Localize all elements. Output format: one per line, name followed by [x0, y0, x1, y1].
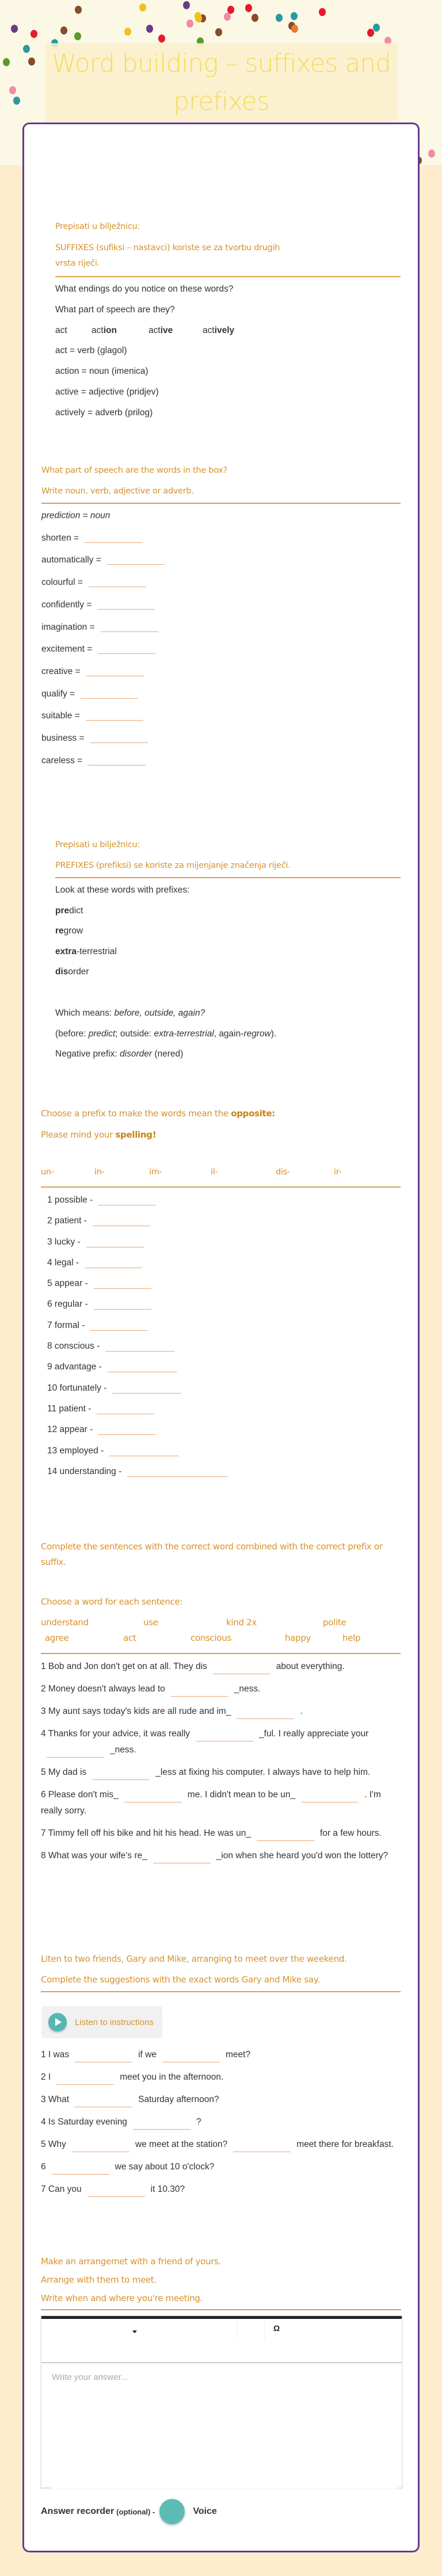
sentence — [41, 2047, 403, 2063]
word-ending: ive — [160, 325, 173, 335]
opposite-item-word: 7 formal - — [47, 1320, 85, 1330]
recorder-optional: (optional) - — [116, 2507, 155, 2516]
opposite-item — [47, 1315, 442, 1336]
answer-part: extra-terrestrial — [154, 1028, 214, 1039]
sentence-text: 3 What — [41, 2095, 70, 2104]
sentence — [41, 1764, 403, 1781]
divider — [55, 276, 401, 277]
opposite-item — [47, 1441, 442, 1461]
polka-dot — [186, 20, 193, 28]
prefix: extra — [55, 946, 77, 956]
answer-blank-input[interactable] — [97, 599, 155, 610]
prefix: pre — [55, 905, 70, 916]
opposite-item — [47, 1211, 442, 1231]
answer-blank-input[interactable] — [107, 554, 165, 565]
prefix-example — [55, 921, 442, 941]
opposite-item — [47, 1273, 442, 1294]
choose-word-heading: Choose a word for each sentence: — [41, 1597, 183, 1607]
pos-item — [41, 750, 442, 772]
answer-blank-input[interactable] — [301, 1792, 359, 1802]
opposite-item — [47, 1190, 442, 1211]
word-ending: ively — [214, 325, 235, 335]
answer-blank-input[interactable] — [87, 2186, 145, 2197]
example-line: prediction = noun — [41, 511, 110, 520]
prefix-meanings-line — [55, 1024, 442, 1044]
answer-blank-input[interactable] — [86, 665, 144, 676]
writing-heading — [41, 2252, 442, 2307]
opposite-item-word: 10 fortunately - — [47, 1383, 107, 1393]
sentence-text: . I'm really sorry. — [41, 1790, 381, 1816]
sentence — [41, 2137, 403, 2153]
negative-prefix-line — [55, 1044, 442, 1065]
heading-text: Please mind your — [41, 1130, 113, 1140]
sentence-text: we say about 10 o'clock? — [115, 2162, 215, 2172]
prefix: dis — [55, 967, 68, 977]
which-means-line — [55, 1003, 442, 1024]
divider — [41, 1653, 401, 1654]
answer-blank-input[interactable] — [127, 1466, 228, 1477]
answer-blank-input[interactable] — [98, 1195, 156, 1205]
word-rest: order — [68, 967, 89, 977]
heading-opposite — [41, 1103, 442, 1124]
opposite-item-word: 11 patient - — [47, 1403, 92, 1414]
polka-dot — [291, 12, 298, 20]
prefix-example — [55, 901, 442, 921]
prefix-options — [41, 1168, 442, 1177]
sentence-text: me. I didn't mean to be un_ — [187, 1790, 296, 1800]
polka-dot — [28, 58, 35, 66]
opposite-item-word: 3 lucky - — [47, 1237, 81, 1247]
answer-blank-input[interactable] — [101, 621, 158, 632]
opposite-item-word: 5 appear - — [47, 1279, 88, 1289]
word-family-item — [148, 320, 203, 341]
opposite-item-word: 14 understanding - — [47, 1466, 122, 1476]
word-bank-row — [41, 1617, 442, 1630]
listening-list — [41, 2047, 442, 2204]
prefix-intro-body — [55, 880, 442, 1065]
word-bank-item: kind 2x — [226, 1617, 257, 1628]
heading-prefix-definition: PREFIXES (prefiksi) se koriste za mijenjanje značenja riječi. — [55, 861, 291, 870]
suffix-intro-heading — [55, 220, 372, 271]
answer-blank-input[interactable] — [162, 2051, 220, 2062]
pos-item-word: careless = — [41, 755, 83, 765]
prefix-option: dis- — [276, 1168, 290, 1177]
answer-blank-input[interactable] — [153, 1852, 211, 1863]
sentence — [41, 2181, 403, 2198]
sentence-text: for a few hours. — [320, 1828, 382, 1838]
sentence-text: 5 My dad is — [41, 1767, 87, 1777]
pos-item — [41, 527, 442, 550]
word-rest: -terrestrial — [77, 946, 117, 956]
special-character-button[interactable]: Ω — [273, 2324, 280, 2333]
polka-dot — [158, 35, 165, 43]
prefix-option: ir- — [334, 1168, 342, 1177]
record-voice-button[interactable] — [159, 2499, 185, 2524]
opposite-item — [47, 1378, 442, 1399]
listening-heading — [41, 1949, 442, 1990]
sentence — [41, 1704, 403, 1720]
polka-dot — [291, 25, 298, 33]
question-part-of-speech: What part of speech are they? — [55, 304, 175, 315]
word-family-item — [203, 320, 249, 341]
answer-blank-input[interactable] — [92, 1769, 150, 1780]
sentence — [41, 1787, 403, 1819]
pos-item — [41, 549, 442, 572]
sentence-text: 8 What was your wife's re_ — [41, 1851, 147, 1861]
definition-line: actively = adverb (prilog) — [55, 407, 153, 418]
word-family-row — [55, 320, 442, 341]
page-title: Word building – suffixes and prefixes — [51, 48, 391, 116]
word-bank-item: understand — [41, 1617, 89, 1628]
sentence-text: _ion when she heard you'd won the lottery? — [216, 1851, 388, 1861]
answer-blank-input[interactable] — [171, 1686, 228, 1697]
word-family-item — [92, 320, 148, 341]
polka-dot — [139, 3, 146, 12]
answer-blank-input[interactable] — [124, 1792, 182, 1802]
sentence-text: . — [300, 1706, 303, 1716]
sentences-list — [41, 1659, 442, 1870]
sentence — [41, 2069, 403, 2085]
pos-item-word: imagination = — [41, 622, 95, 632]
prefix-intro-heading — [55, 835, 442, 876]
sentence-text: 1 I was — [41, 2050, 70, 2060]
polka-dot — [224, 13, 231, 21]
polka-dot — [215, 28, 222, 36]
word-bank-item: polite — [323, 1617, 346, 1628]
opposite-item — [47, 1294, 442, 1315]
answer-blank-input[interactable] — [98, 1424, 156, 1435]
polka-dot — [3, 58, 10, 66]
sentence — [41, 2114, 403, 2130]
pos-item-word: qualify = — [41, 688, 75, 699]
answer-part: ). — [270, 1028, 277, 1039]
sentence — [41, 2159, 403, 2175]
polka-dot — [319, 8, 326, 16]
sentence-text: 2 I — [41, 2072, 51, 2082]
prefix-option: il- — [211, 1168, 218, 1177]
answer-blank-input[interactable] — [93, 1215, 150, 1226]
sentence-text: _less at fixing his computer. I always have to help him. — [155, 1767, 371, 1777]
answer-blank-input[interactable] — [86, 1237, 144, 1247]
sentence-text: 7 Timmy fell off his bike and hit his head. He was un_ — [41, 1828, 252, 1838]
polka-dot — [23, 45, 30, 53]
polka-dot — [11, 25, 18, 33]
pos-item — [41, 617, 442, 639]
polka-dot — [245, 4, 252, 12]
heading-pos-question: What part of speech are the words in the box? — [41, 466, 227, 475]
negative-note: (nered) — [154, 1049, 184, 1059]
opposite-item — [47, 1419, 442, 1440]
divider — [41, 503, 401, 504]
pos-item-word: automatically = — [41, 555, 101, 565]
pos-item — [41, 661, 442, 683]
sentence — [41, 2092, 403, 2108]
recorder-label: Answer recorder — [41, 2506, 115, 2516]
heading-arrangement: Make an arrangemet with a friend of yours. — [41, 2256, 222, 2267]
sentence-text: it 10.30? — [150, 2184, 185, 2194]
pos-item — [41, 638, 442, 661]
heading-spelling — [41, 1124, 442, 1146]
word-bank-item: conscious — [190, 1633, 231, 1643]
opposite-item — [47, 1336, 442, 1357]
sentence-text: 2 Money doesn't always lead to — [41, 1684, 165, 1694]
sentence-text: if we — [138, 2050, 157, 2060]
opposite-item-word: 1 possible - — [47, 1195, 93, 1205]
negative-word: disorder — [120, 1049, 153, 1059]
listen-label: Listen to instructions — [75, 2017, 154, 2027]
answer-blank-input[interactable] — [90, 1320, 148, 1331]
answer-part: ; outside: — [115, 1028, 154, 1039]
word-stem: act — [55, 325, 67, 335]
sentence — [41, 1848, 403, 1864]
polka-dot — [252, 14, 258, 22]
sentence-text: 5 Why — [41, 2139, 66, 2149]
heading-text: Choose a prefix to make the words mean the — [41, 1108, 228, 1119]
prefix-option: un- — [41, 1168, 54, 1177]
opposite-item — [47, 1461, 442, 1482]
definition-line: active = adjective (pridjev) — [55, 386, 159, 397]
heading-suffix-definition: SUFFIXES (sufiksi – nastavci) koriste se za tvorbu drugih vrsta riječi. — [55, 243, 280, 268]
answer-blank-input[interactable] — [75, 2096, 132, 2107]
prefix-example — [55, 941, 442, 962]
pos-item — [41, 572, 442, 594]
answer-blank-input[interactable] — [90, 732, 148, 743]
heading-copy-notebook: Prepisati u bilježnicu: — [55, 222, 140, 231]
pos-item-word: business = — [41, 733, 85, 744]
heading-complete: Complete the suggestions with the exact words Gary and Mike say. — [41, 1974, 320, 1985]
polka-dot — [75, 6, 82, 14]
answer-blank-input[interactable] — [112, 1383, 181, 1394]
answer-blank-input[interactable] — [89, 576, 146, 587]
opposite-item-word: 13 employed - — [47, 1445, 104, 1456]
polka-dot — [13, 97, 20, 105]
pos-item — [41, 683, 442, 706]
definition-line: act = verb (glagol) — [55, 346, 127, 356]
sentence-text: ? — [196, 2117, 201, 2127]
answer-blank-input[interactable] — [86, 710, 143, 721]
negative-label: Negative prefix: — [55, 1049, 117, 1059]
answer-blank-input[interactable] — [56, 2074, 114, 2085]
pos-task-heading — [41, 460, 442, 502]
polka-dot — [367, 29, 374, 37]
polka-dot — [428, 150, 435, 158]
listen-instructions-button[interactable] — [41, 2006, 162, 2038]
polka-dot — [60, 26, 67, 35]
answer-blank-input[interactable] — [47, 1747, 104, 1758]
play-icon — [48, 2013, 67, 2031]
suffix-intro-body — [55, 279, 442, 423]
voice-label: Voice — [193, 2506, 217, 2516]
opposite-item — [47, 1253, 442, 1273]
sentence-text: Saturday afternoon? — [138, 2095, 219, 2104]
word-stem: act — [148, 325, 161, 335]
sentence — [41, 1681, 403, 1697]
answer-part: regrow — [243, 1028, 271, 1039]
opposite-item-word: 6 regular - — [47, 1299, 88, 1310]
divider — [41, 2309, 401, 2310]
sentence — [41, 1659, 403, 1675]
word-family-item — [55, 320, 92, 341]
answer-blank-input[interactable] — [213, 1663, 270, 1674]
word-bank-item: happy — [285, 1633, 311, 1643]
opposite-item-word: 12 appear - — [47, 1425, 93, 1435]
pos-item-word: excitement = — [41, 644, 93, 654]
which-label: Which means: — [55, 1008, 112, 1018]
divider — [55, 877, 401, 878]
pos-item — [41, 594, 442, 617]
word-bank-item: act — [123, 1633, 136, 1643]
answer-part: , again- — [214, 1028, 244, 1039]
sentence-text: 4 Thanks for your advice, it was really — [41, 1729, 190, 1739]
answer-blank-input[interactable] — [108, 1361, 177, 1372]
answer-blank-input[interactable] — [109, 1445, 178, 1456]
format-dropdown[interactable] — [41, 2319, 238, 2340]
opposites-heading — [41, 1103, 442, 1146]
sentence-text: 6 Please don't mis_ — [41, 1790, 119, 1800]
answer-blank-input[interactable] — [52, 2164, 109, 2175]
polka-dot — [183, 1, 190, 9]
sentence-text: _ful. I really appreciate your — [259, 1729, 369, 1739]
heading-copy-notebook: Prepisati u bilježnicu: — [55, 840, 140, 849]
answer-part: (before: — [55, 1028, 89, 1039]
pos-item — [41, 705, 442, 728]
answer-blank-input[interactable] — [196, 1731, 253, 1741]
sentence-text: meet you in the afternoon. — [120, 2072, 224, 2082]
word-stem: act — [92, 325, 104, 335]
word-bank-row — [41, 1633, 442, 1645]
polka-dot — [146, 25, 153, 33]
sentence-text: _ness. — [110, 1745, 136, 1755]
answer-blank-input[interactable] — [97, 1403, 154, 1414]
answer-recorder — [41, 2499, 217, 2524]
word-bank-item: help — [342, 1633, 361, 1643]
which-words: before, outside, again? — [114, 1008, 205, 1018]
word-ending: ion — [103, 325, 117, 335]
polka-dot — [74, 32, 81, 40]
answer-part: predict — [88, 1028, 116, 1039]
answer-blank-input[interactable] — [85, 532, 142, 543]
heading-emphasis: opposite: — [231, 1108, 276, 1119]
pos-item — [41, 728, 442, 750]
sentence-text: 3 My aunt says today's kids are all rude and im_ — [41, 1706, 231, 1716]
heading-pos-instruction: Write noun, verb, adjective or adverb. — [41, 487, 194, 496]
rich-text-editor — [41, 2315, 402, 2488]
answer-blank-input[interactable] — [133, 2119, 190, 2130]
sentence-text: 7 Can you — [41, 2184, 82, 2194]
pos-item-word: confidently = — [41, 599, 92, 610]
pos-task-list — [41, 505, 442, 772]
sentence-text: 1 Bob and Jon don't get on at all. They dis — [41, 1662, 207, 1671]
question-endings: What endings do you notice on these words? — [55, 284, 234, 294]
sentence-text: meet? — [225, 2050, 251, 2060]
divider — [41, 1991, 401, 1992]
editor-toolbar — [41, 2319, 402, 2363]
opposite-item-word: 8 conscious - — [47, 1341, 100, 1352]
pos-item-word: colourful = — [41, 577, 83, 588]
opposite-item — [47, 1357, 442, 1377]
opposites-list — [47, 1190, 442, 1482]
word-bank-item: agree — [45, 1633, 69, 1643]
sentence-text: 6 — [41, 2162, 46, 2172]
pos-item-word: suitable = — [41, 711, 80, 721]
polka-dot — [9, 86, 16, 94]
pos-item-word: shorten = — [41, 533, 79, 543]
answer-textarea[interactable] — [51, 2371, 398, 2489]
answer-blank-input[interactable] — [257, 1830, 314, 1841]
opposite-item-word: 9 advantage - — [47, 1362, 102, 1372]
word-bank-item: use — [143, 1617, 158, 1628]
pos-item-word: creative = — [41, 666, 81, 676]
polka-dot — [31, 30, 37, 38]
look-prompt: Look at these words with prefixes: — [55, 885, 190, 895]
prefix: re — [55, 926, 64, 936]
prefix-option: im- — [149, 1168, 162, 1177]
opposite-item — [47, 1399, 442, 1419]
opposite-item-word: 2 patient - — [47, 1216, 87, 1226]
toolbar-separator — [264, 2319, 265, 2340]
word-rest: grow — [63, 926, 83, 936]
answer-blank-input[interactable] — [237, 1708, 294, 1719]
sentence-text: we meet at the station? — [135, 2139, 228, 2149]
sentence-text: 4 Is Saturday evening — [41, 2117, 127, 2127]
answer-blank-input[interactable] — [72, 2141, 129, 2152]
title-banner — [45, 43, 398, 122]
word-stem: act — [203, 325, 215, 335]
sentence — [41, 1726, 403, 1758]
polka-dot — [373, 24, 380, 32]
answer-blank-input[interactable] — [98, 643, 155, 654]
heading-write: Write when and where you're meeting. — [41, 2293, 203, 2303]
opposite-item — [47, 1232, 442, 1253]
polka-dot — [227, 6, 234, 14]
answer-blank-input[interactable] — [75, 2051, 132, 2062]
answer-blank-input[interactable] — [94, 1278, 151, 1289]
prefix-option: in- — [94, 1168, 105, 1177]
sentences-heading: Complete the sentences with the correct word combined with the correct prefix or suffix. — [41, 1541, 383, 1567]
sentence-text: _ness. — [234, 1684, 261, 1694]
heading-arrange: Arrange with them to meet. — [41, 2275, 157, 2285]
polka-dot — [124, 28, 131, 36]
heading-listen: Liten to two friends, Gary and Mike, arranging to meet over the weekend. — [41, 1954, 347, 1964]
sentence-text: about everything. — [276, 1662, 345, 1671]
answer-blank-input[interactable] — [233, 2141, 291, 2152]
opposite-item-word: 4 legal - — [47, 1257, 79, 1268]
sentence — [41, 1825, 403, 1842]
definition-line: action = noun (imenica) — [55, 366, 148, 377]
answer-blank-input[interactable] — [88, 755, 146, 765]
sentence-text: meet there for breakfast. — [296, 2139, 394, 2149]
divider — [41, 1186, 401, 1188]
heading-emphasis: spelling! — [115, 1130, 157, 1140]
answer-blank-input[interactable] — [105, 1341, 174, 1352]
answer-blank-input[interactable] — [85, 1257, 142, 1268]
answer-blank-input[interactable] — [81, 688, 138, 699]
word-rest: dict — [69, 905, 83, 916]
answer-blank-input[interactable] — [94, 1299, 151, 1310]
prefix-example — [55, 962, 442, 982]
polka-dot — [276, 14, 283, 22]
